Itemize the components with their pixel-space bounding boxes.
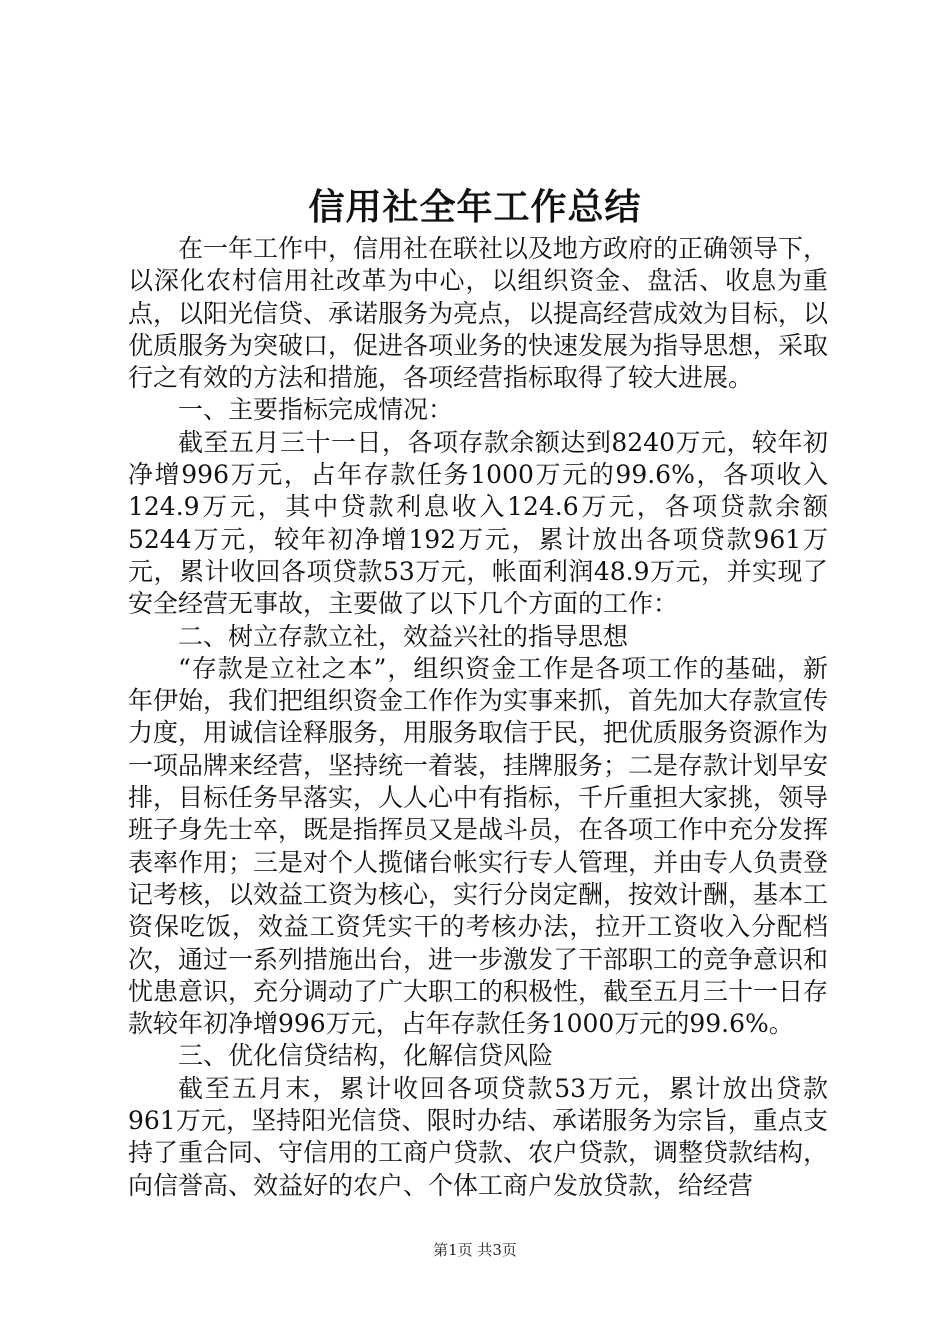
section-heading-2: 二、树立存款立社，效益兴社的指导思想 bbox=[178, 621, 629, 651]
paragraph-deposits: “存款是立社之本”，组织资金工作是各项工作的基础，新年伊始，我们把组织资金工作作为实事来抓，首先加大存款宣传力度，用诚信诠释服务，用服务取信于民，把优质服务资源作为一项品牌来经营，坚持统一着装，挂牌服务；二是存款计划早安排，目标任务早落实，人人心中有指标，千斤重担大家挑，领导班子身先士卒，既是指挥员又是战斗员，在各项工作中充分发挥表率作用；三是对个人揽储台帐实行专人管理，并由专人负责登记考核，以效益工资为核心，实行分岗定酬，按效计酬，基本工资保吃饭，效益工资凭实干的考核办法，拉开工资收入分配档次，通过一系列措施出台，进一步激发了干部职工的竞争意识和忧患意识，充分调动了广大职工的积极性，截至五月三十一日存款较年初净增996万元，占年存款任务1000万元的99.6%。 bbox=[128, 653, 829, 1039]
paragraph-intro: 在一年工作中，信用社在联社以及地方政府的正确领导下，以深化农村信用社改革为中心，以组织资金、盘活、收息为重点，以阳光信贷、承诺服务为亮点，以提高经营成效为目标，以优质服务为突破口，促进各项业务的快速发展为指导思想，采取行之有效的方法和措施，各项经营指标取得了较大进展。 bbox=[128, 234, 829, 393]
section-heading-3: 三、优化信贷结构，化解信贷风险 bbox=[178, 1041, 554, 1071]
document-title: 信用社全年工作总结 bbox=[308, 186, 642, 228]
section-heading-1: 一、主要指标完成情况： bbox=[178, 395, 454, 425]
document-body bbox=[128, 233, 828, 1202]
paragraph-indicators: 截至五月三十一日，各项存款余额达到8240万元，较年初净增996万元，占年存款任务1000万元的99.6%，各项收入124.9万元，其中贷款利息收入124.6万元，各项贷款余额5244万元，较年初净增192万元，累计放出各项贷款961万元，累计收回各项贷款53万元，帐面利润48.9万元，并实现了安全经营无事故，主要做了以下几个方面的工作： bbox=[128, 427, 828, 619]
page-number-footer: 第1页 共3页 bbox=[433, 1241, 517, 1259]
paragraph-credit: 截至五月末，累计收回各项贷款53万元，累计放出贷款961万元，坚持阳光信贷、限时办结、承诺服务为宗旨，重点支持了重合同、守信用的工商户贷款、农户贷款，调整贷款结构，向信誉高、效益好的农户、个体工商户发放贷款，给经营 bbox=[128, 1073, 829, 1200]
